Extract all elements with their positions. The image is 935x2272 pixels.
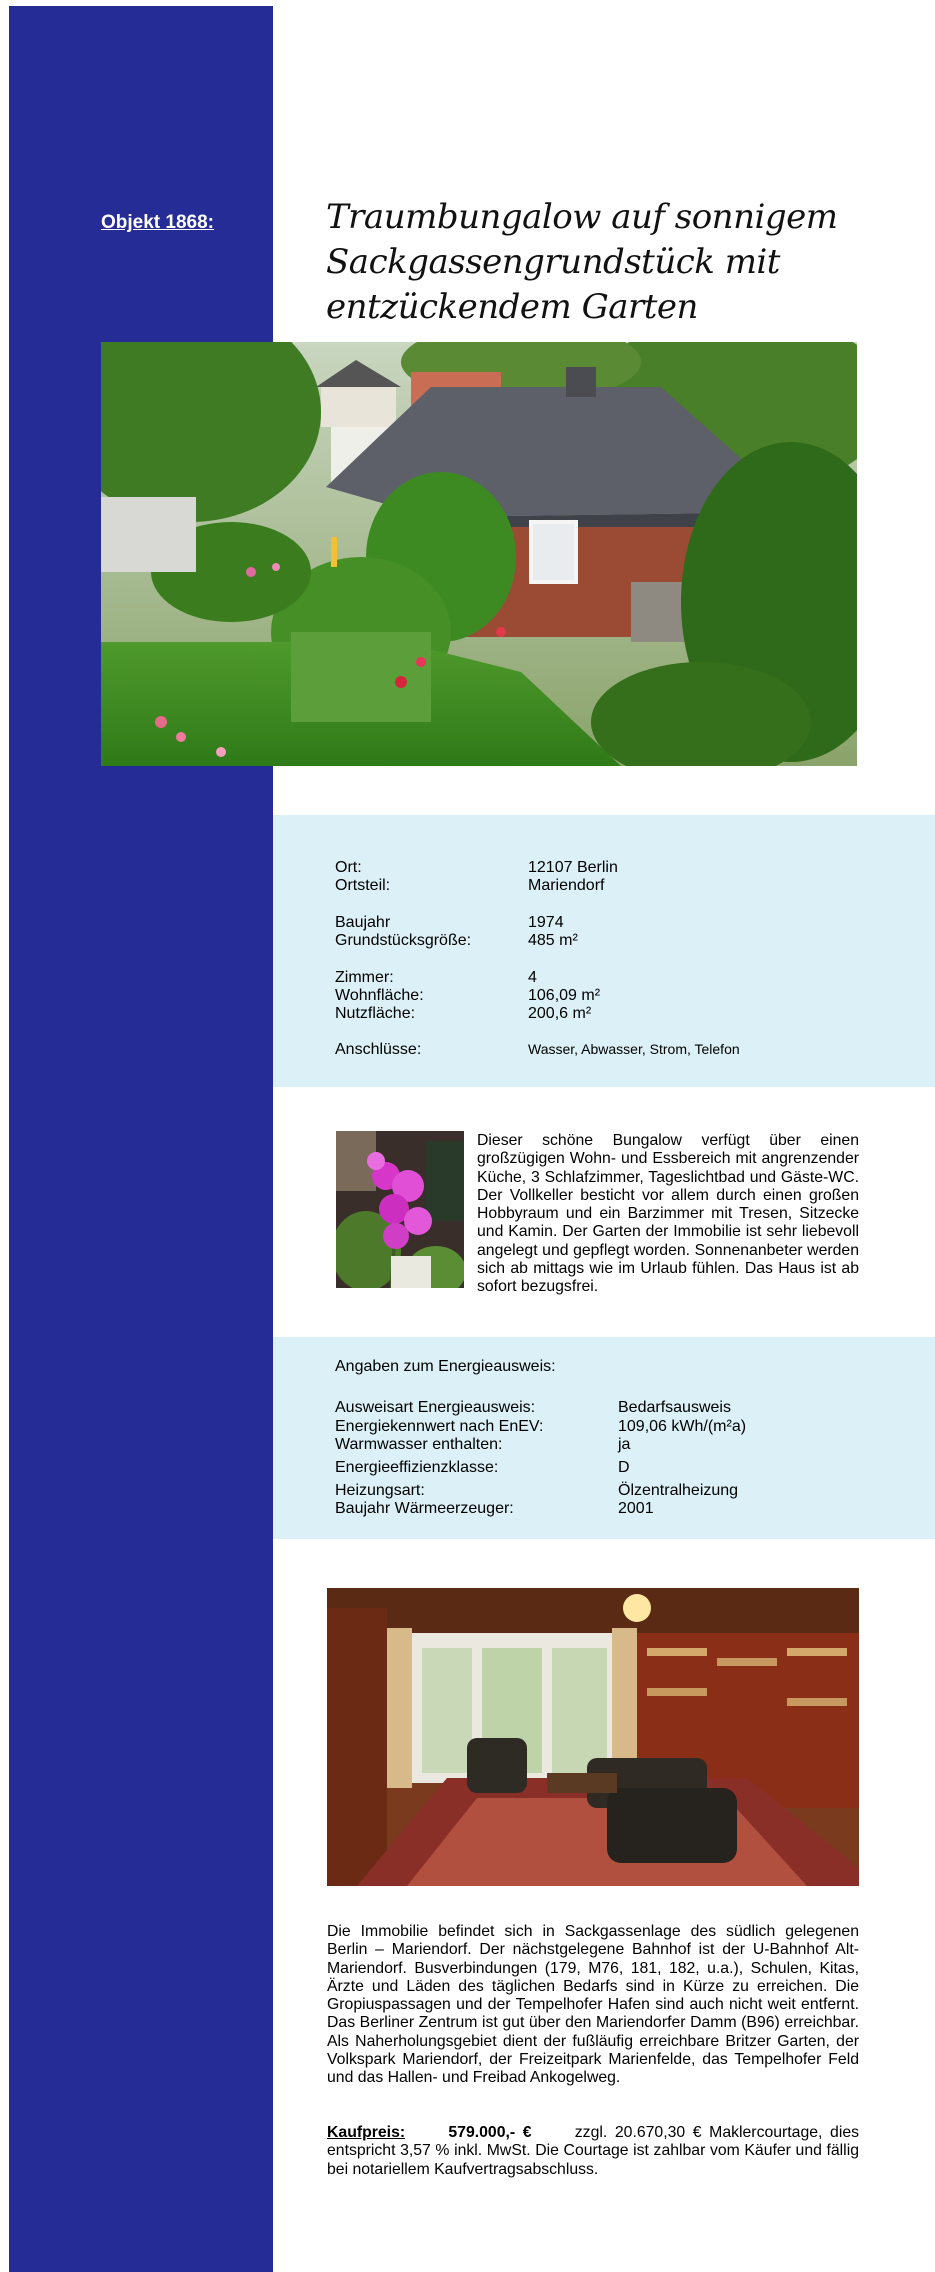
wohnflaeche-value: 106,09 m² [528,987,601,1004]
ortsteil-value: Mariendorf [528,877,605,894]
anschluesse-value: Wasser, Abwasser, Strom, Telefon [528,1041,740,1057]
description-text: Dieser schöne Bungalow verfügt über einen großzügigen Wohn- und Essbereich mit angrenzender Küche, 3 Schlafzimmer, Tageslichtbad und Gäste-WC. Der Vollkeller besticht vor allem durch einen großen Hobbyraum und ein Barzimmer mit Tresen, Sitzecke und Kamin. Der Garten der Immobilie ist sehr liebevoll angelegt und gepflegt worden. Sonnenanbeter werden sich ab mittags wie im Urlaub fühlen. Das Haus ist ab sofort bezugsfrei. [477,1132,859,1296]
ort-value: 12107 Berlin [528,859,618,876]
grundstueck-value: 485 m² [528,932,578,949]
energy-heading: Angaben zum Energieausweis: [335,1358,556,1375]
energiekennwert-value: 109,06 kWh/(m²a) [618,1418,747,1435]
anschluesse-label: Anschlüsse: [335,1041,422,1058]
title-line-1: Traumbungalow auf sonnigem [326,197,838,237]
living-room-photo [327,1588,859,1886]
effizienzklasse-value: D [618,1459,630,1476]
zimmer-value: 4 [528,969,537,986]
effizienzklasse-label: Energieeffizienzklasse: [335,1459,499,1476]
object-number: Objekt 1868: [101,212,214,233]
ort-label: Ort: [335,859,362,876]
baujahr-waermeerzeuger-value: 2001 [618,1500,654,1517]
orchid-photo [336,1131,464,1288]
baujahr-value: 1974 [528,914,564,931]
title-line-2: Sackgassengrundstück mit entzückendem Garten [326,242,780,327]
warmwasser-value: ja [618,1436,631,1453]
baujahr-waermeerzeuger-label: Baujahr Wärmeerzeuger: [335,1500,514,1517]
nutzflaeche-value: 200,6 m² [528,1005,592,1022]
price-details: zzgl. 20.670,30 € Maklercourtage, dies entspricht 3,57 % inkl. MwSt. Die Courtage ist zahlbar vom Käufer und fällig bei notariellem Kaufvertragsabschluss. [327,2124,860,2178]
price-label: Kaufpreis: [327,2124,406,2141]
warmwasser-label: Warmwasser enthalten: [335,1436,503,1453]
energiekennwert-label: Energiekennwert nach EnEV: [335,1418,544,1435]
price-paragraph [327,2124,859,2179]
baujahr-label: Baujahr [335,914,391,931]
page-title [326,195,886,330]
ausweisart-value: Bedarfsausweis [618,1399,731,1416]
heizungsart-label: Heizungsart: [335,1482,425,1499]
wohnflaeche-label: Wohnfläche: [335,987,424,1004]
ortsteil-label: Ortsteil: [335,877,391,894]
nutzflaeche-label: Nutzfläche: [335,1005,416,1022]
grundstueck-label: Grundstücksgröße: [335,932,472,949]
zimmer-label: Zimmer: [335,969,394,986]
location-text: Die Immobilie befindet sich in Sackgassenlage des südlich gelegenen Berlin – Mariendorf. Der nächstgelegene Bahnhof ist der U-Bahnhof Alt-Mariendorf. Busverbindungen (179, M76, 181, 182, u.a.), Schulen, Kitas, Ärzte und Läden des täglichen Bedarfs sind in Kürze zu erreichen. Die Gropiuspassagen und der Tempelhofer Hafen sind auch nicht weit entfernt. Das Berliner Zentrum ist gut über den Mariendorfer Damm (B96) erreichbar. Als Naherholungsgebiet dient der fußläufig erreichbare Britzer Garten, der Volkspark Mariendorf, der Freizeitpark Marienfelde, das Tempelhofer Feld und das Hallen- und Freibad Ankogelweg. [327,1923,859,2087]
heizungsart-value: Ölzentralheizung [618,1482,739,1499]
ausweisart-label: Ausweisart Energieausweis: [335,1399,536,1416]
price-amount: 579.000,- € [448,2124,532,2141]
house-garden-photo [101,342,857,766]
